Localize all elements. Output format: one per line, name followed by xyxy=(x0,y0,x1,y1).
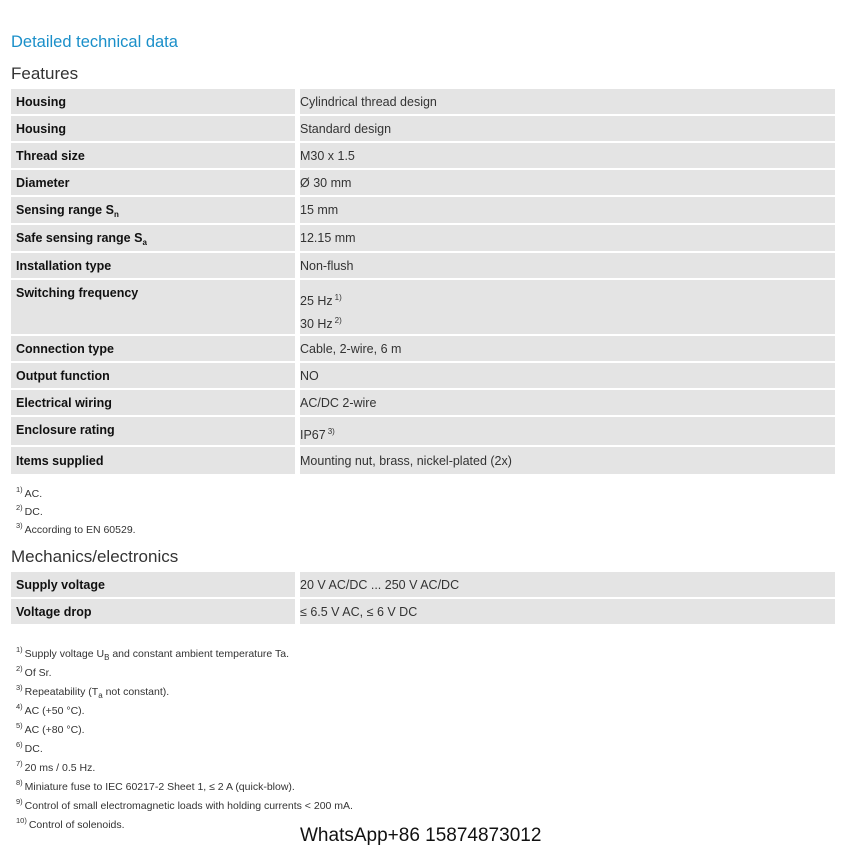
table-row xyxy=(11,225,835,253)
row-value: Cable, 2-wire, 6 m xyxy=(300,342,402,356)
row-label: Sensing range $S_n$ xyxy=(16,203,119,219)
row-label: Switching frequency xyxy=(16,286,139,300)
row-value: 25 Hz $^{1)}$ 30 Hz $^{2)}$ xyxy=(300,293,342,331)
row-label: Connection type xyxy=(16,342,114,356)
row-label: Voltage drop xyxy=(16,605,92,619)
footnote: $^{3)}$ According to EN 60529. xyxy=(16,521,136,536)
watermark-text: WhatsApp+86 15874873012 xyxy=(300,825,542,846)
table-row xyxy=(11,447,835,476)
row-label: Supply voltage xyxy=(16,578,105,592)
row-value: Ø 30 mm xyxy=(300,176,352,190)
row-value: Standard design xyxy=(300,122,392,136)
footnote: $^{3)}$ Repeatability ($T_a$ not constant). xyxy=(16,683,170,700)
footnote: $^{7)}$ 20 ms / 0.5 Hz. xyxy=(16,759,96,774)
row-label: Output function xyxy=(16,369,110,383)
row-value: AC/DC 2-wire xyxy=(300,396,377,410)
table-row xyxy=(11,170,835,197)
row-value: M30 x 1.5 xyxy=(300,149,355,163)
features-heading: Features xyxy=(11,64,79,83)
row-value: Cylindrical thread design xyxy=(300,95,437,109)
row-label: Diameter xyxy=(16,176,70,190)
table-row xyxy=(11,89,835,116)
table-row xyxy=(11,253,835,280)
row-value: IP67 $^{3)}$ xyxy=(300,427,335,442)
footnote: $^{8)}$ Miniature fuse to IEC 60217-2 Sheet 1, ≤ 2 A (quick-blow). xyxy=(16,778,295,793)
mechanics-heading: Mechanics/electronics xyxy=(11,547,179,566)
row-value: Non-flush xyxy=(300,259,354,273)
features-footnotes xyxy=(16,481,136,535)
mechanics-footnotes xyxy=(16,640,353,830)
table-row xyxy=(11,280,835,336)
footnote: $^{5)}$ AC (+80 °C). xyxy=(16,721,85,736)
footnote: $^{1)}$ Supply voltage $U_B$ and constant ambient temperature Ta. xyxy=(16,645,289,662)
page-title: Detailed technical data xyxy=(11,33,178,51)
row-value: NO xyxy=(300,369,319,383)
table-row xyxy=(11,599,835,626)
table-row xyxy=(11,417,835,447)
footnote: $^{9)}$ Control of small electromagnetic loads with holding currents < 200 mA. xyxy=(16,797,353,812)
row-label: Items supplied xyxy=(16,454,104,468)
row-label: Safe sensing range $S_a$ xyxy=(16,231,147,247)
footnote: $^{1)}$ AC. xyxy=(16,485,43,500)
features-table xyxy=(11,89,835,476)
footnote: $^{10)}$ Control of solenoids. xyxy=(16,816,125,831)
row-label: Electrical wiring xyxy=(16,396,112,410)
mechanics-table xyxy=(11,572,835,626)
row-label: Enclosure rating xyxy=(16,423,115,437)
row-value: 20 V AC/DC ... 250 V AC/DC xyxy=(300,578,460,592)
table-row xyxy=(11,336,835,363)
row-value: 12.15 mm xyxy=(300,231,356,245)
row-value: 15 mm xyxy=(300,203,339,217)
row-label: Thread size xyxy=(16,149,85,163)
table-row xyxy=(11,143,835,170)
table-row xyxy=(11,116,835,143)
footnote: $^{2)}$ Of Sr. xyxy=(16,664,52,679)
row-label: Housing xyxy=(16,122,66,136)
row-label: Housing xyxy=(16,95,66,109)
row-value: ≤ 6.5 V AC, ≤ 6 V DC xyxy=(300,605,418,619)
table-row xyxy=(11,197,835,225)
footnote: $^{6)}$ DC. xyxy=(16,740,43,755)
row-value: Mounting nut, brass, nickel-plated (2x) xyxy=(300,454,512,468)
table-row xyxy=(11,390,835,417)
footnote: $^{2)}$ DC. xyxy=(16,503,43,518)
table-row xyxy=(11,363,835,390)
row-label: Installation type xyxy=(16,259,112,273)
footnote: $^{4)}$ AC (+50 °C). xyxy=(16,702,85,717)
table-row xyxy=(11,572,835,599)
